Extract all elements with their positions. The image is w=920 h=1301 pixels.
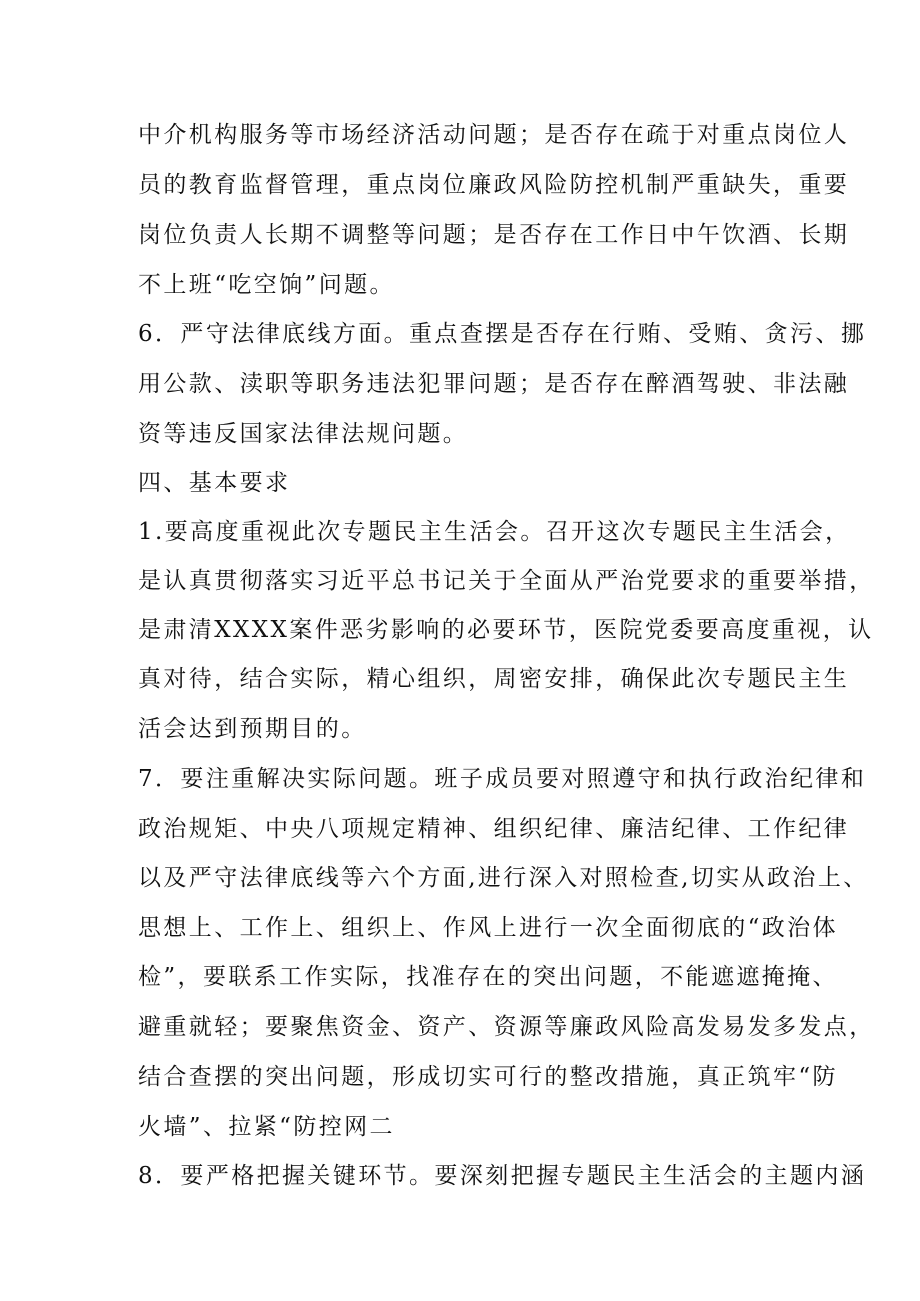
text-line: 活会达到预期目的。 bbox=[138, 716, 367, 742]
text-line: 员的教育监督管理，重点岗位廉政风险防控机制严重缺失，重要 bbox=[138, 172, 850, 198]
text-line: 8．要严格把握关键环节。要深刻把握专题民主生活会的主题内涵 bbox=[138, 1163, 867, 1189]
text-line: 不上班“吃空饷”问题。 bbox=[138, 272, 395, 298]
section-heading: 四、基本要求 bbox=[138, 470, 291, 496]
text-line: 1.要高度重视此次专题民主生活会。召开这次专题民主生活会， bbox=[138, 519, 851, 545]
text-line: 检”，要联系工作实际，找准存在的突出问题，不能遮遮掩掩、 bbox=[138, 964, 838, 990]
text-line: 结合查摆的突出问题，形成切实可行的整改措施，真正筑牢“防 bbox=[138, 1064, 838, 1090]
text-line: 6．严守法律底线方面。重点查摆是否存在行贿、受贿、贪污、挪 bbox=[138, 321, 867, 347]
text-line: 7．要注重解决实际问题。班子成员要对照遵守和执行政治纪律和 bbox=[138, 766, 867, 792]
text-line: 火墙”、拉紧“防控网二 bbox=[138, 1114, 395, 1140]
text-line: 避重就轻；要聚焦资金、资产、资源等廉政风险高发易发多发点， bbox=[138, 1014, 875, 1040]
text-line: 政治规矩、中央八项规定精神、组织纪律、廉洁纪律、工作纪律 bbox=[138, 816, 850, 842]
text-line: 用公款、渎职等职务违法犯罪问题；是否存在醉酒驾驶、非法融 bbox=[138, 371, 850, 397]
text-line: 是认真贯彻落实习近平总书记关于全面从严治党要求的重要举措， bbox=[138, 568, 875, 594]
text-line: 资等违反国家法律法规问题。 bbox=[138, 421, 469, 447]
text-line: 是肃清XXXX案件恶劣影响的必要环节，医院党委要高度重视，认 bbox=[138, 617, 874, 643]
text-line: 以及严守法律底线等六个方面,进行深入对照检查,切实从政治上、 bbox=[138, 865, 869, 891]
text-line: 思想上、工作上、组织上、作风上进行一次全面彻底的“政治体 bbox=[138, 915, 838, 941]
text-line: 中介机构服务等市场经济活动问题；是否存在疏于对重点岗位人 bbox=[138, 122, 850, 148]
text-line: 真对待，结合实际，精心组织，周密安排，确保此次专题民主生 bbox=[138, 666, 850, 692]
text-line: 岗位负责人长期不调整等问题；是否存在工作日中午饮酒、长期 bbox=[138, 222, 850, 248]
